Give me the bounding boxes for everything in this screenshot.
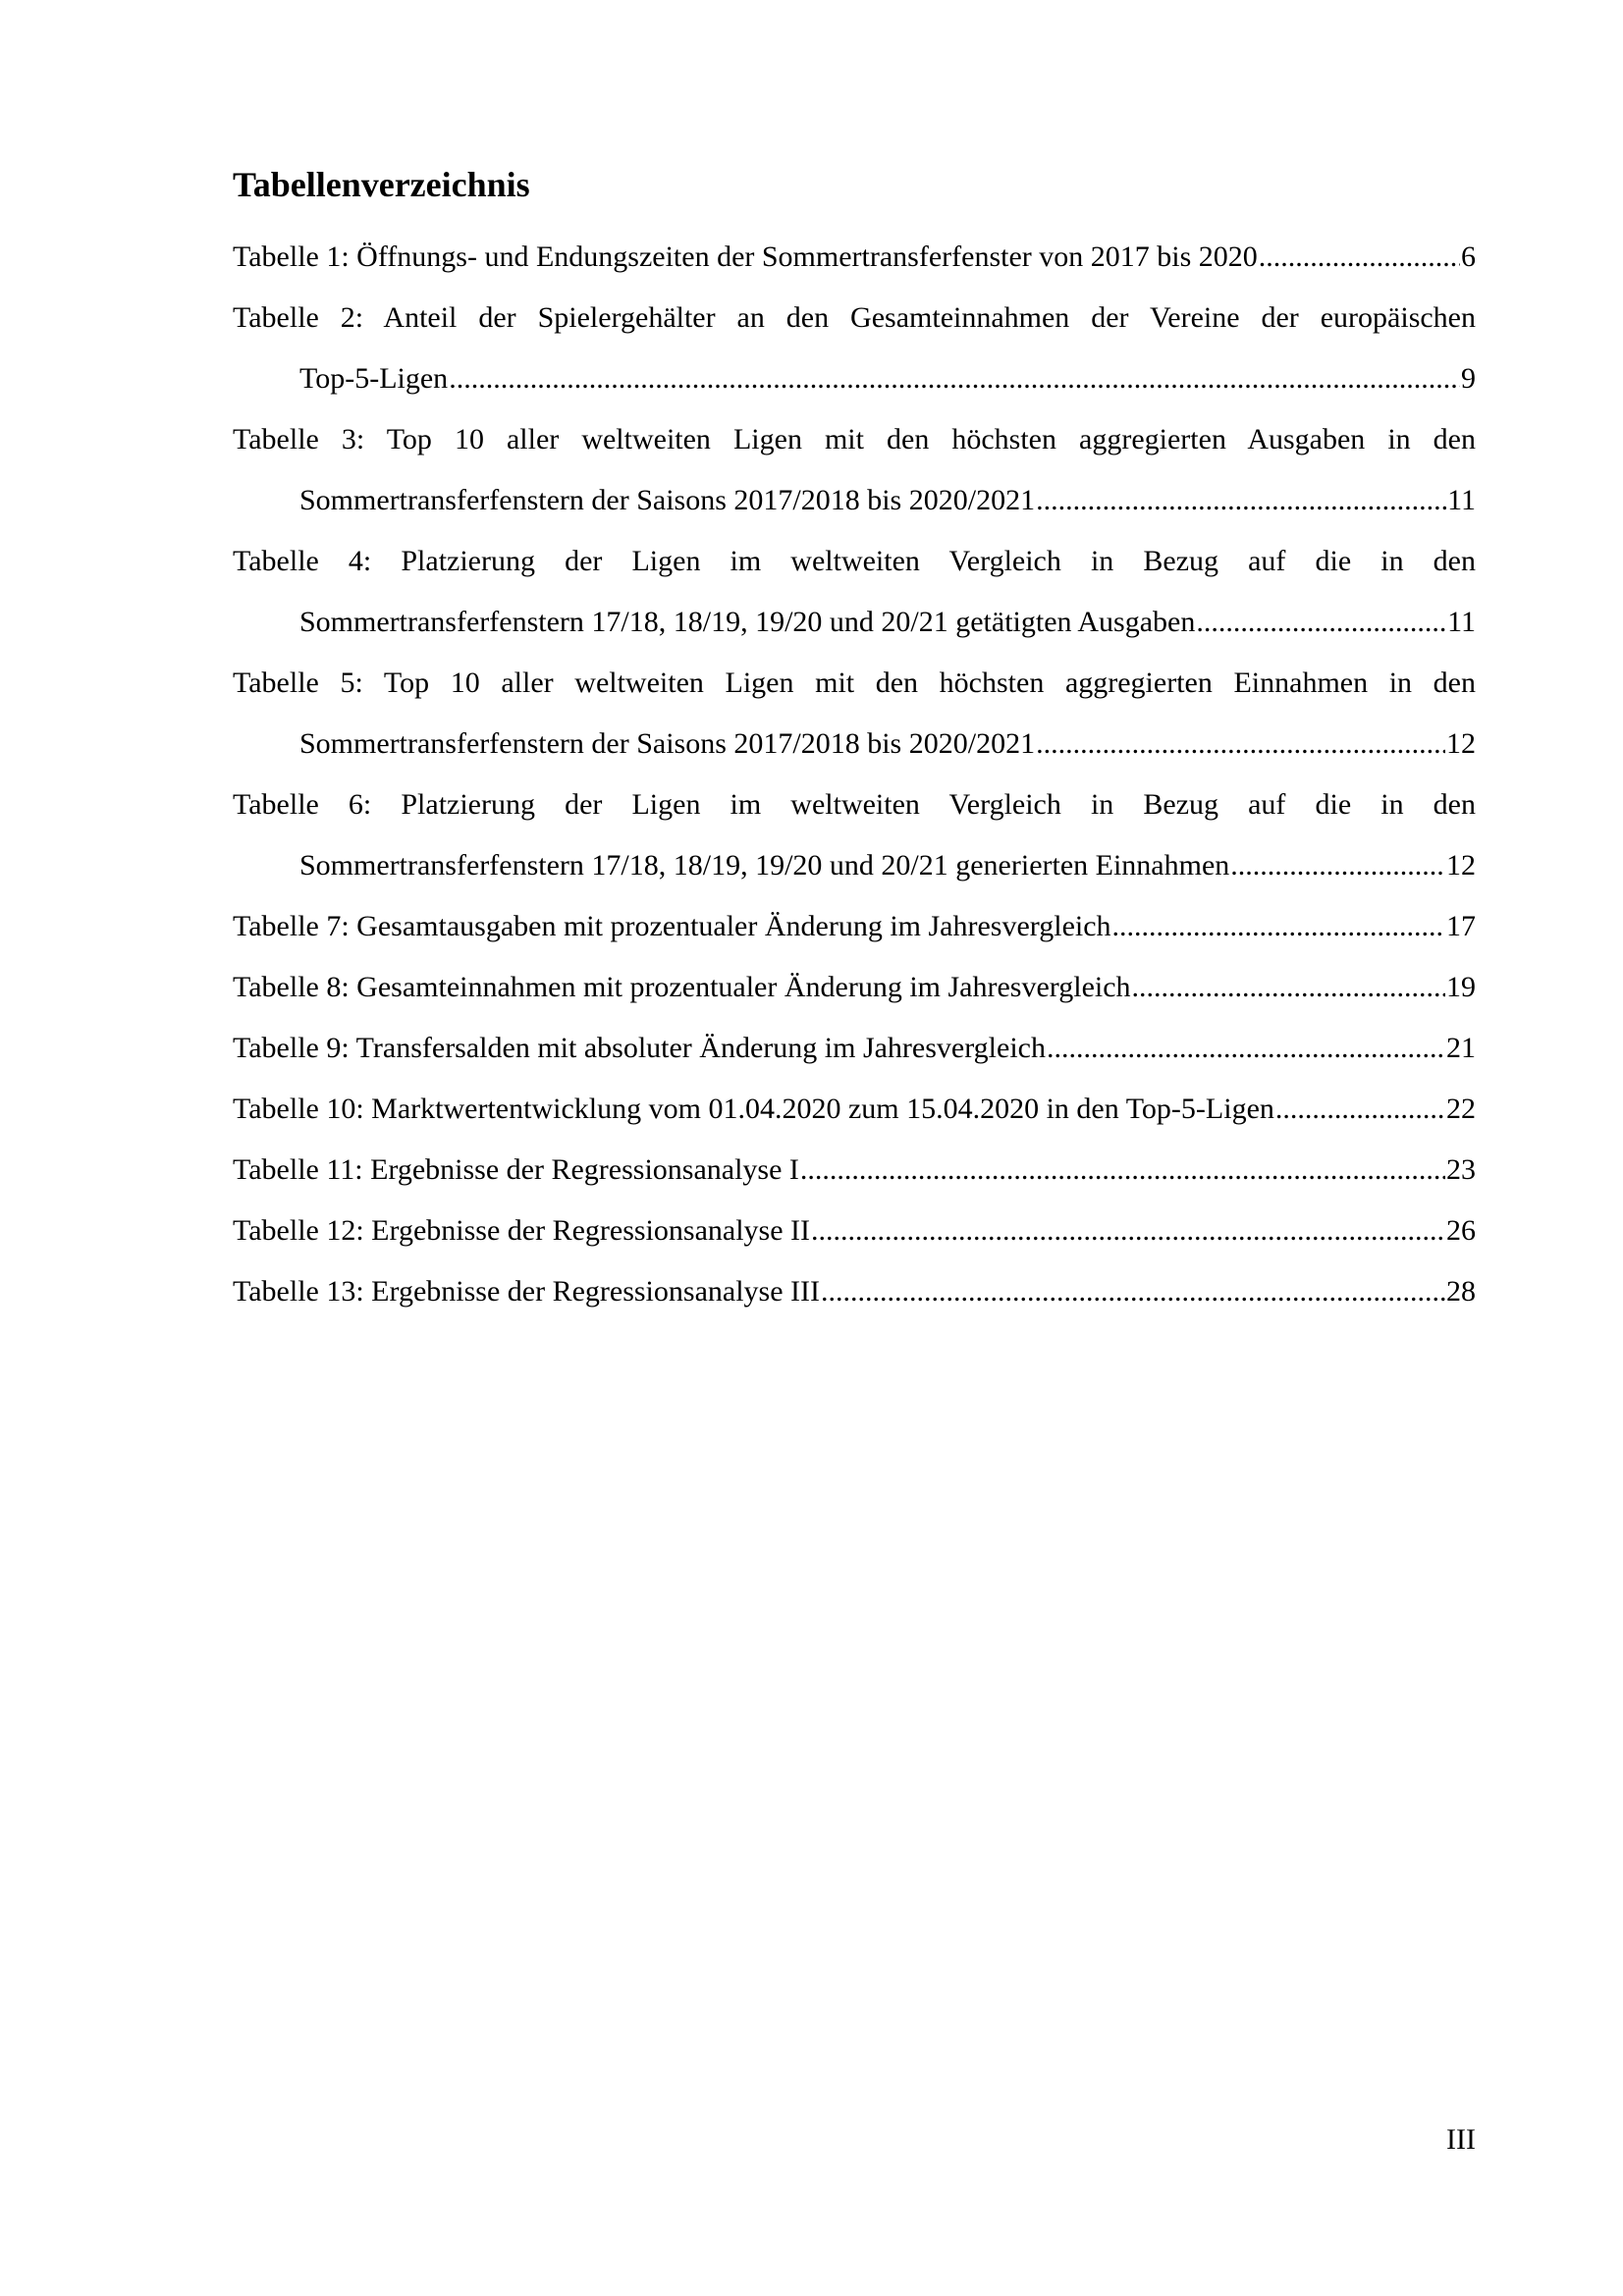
toc-entry-7[interactable] xyxy=(233,896,1476,957)
toc-line xyxy=(233,653,1476,714)
toc-entry-10[interactable] xyxy=(233,1079,1476,1140)
dot-leader xyxy=(800,1140,1445,1201)
toc-page-number: 28 xyxy=(1446,1275,1476,1308)
dot-leader xyxy=(1196,592,1446,653)
dot-leader xyxy=(1259,227,1460,288)
toc-line xyxy=(233,470,1476,531)
toc-entry-text: Tabelle 12: Ergebnisse der Regressionsanalyse II xyxy=(233,1214,811,1247)
toc-entry-text: Top-5-Ligen xyxy=(299,362,449,395)
toc-entry-8[interactable] xyxy=(233,957,1476,1018)
toc-entry-text: Tabelle 11: Ergebnisse der Regressionsanalyse I xyxy=(233,1153,799,1186)
toc-page-number: 12 xyxy=(1446,727,1476,760)
toc-entry-3[interactable] xyxy=(233,409,1476,531)
toc-line xyxy=(233,531,1476,592)
dot-leader xyxy=(1112,896,1445,957)
toc-entry-text: Tabelle 4: Platzierung der Ligen im weltweiten Vergleich in Bezug auf die in den xyxy=(233,545,1476,577)
toc-entry-text: Tabelle 1: Öffnungs- und Endungszeiten der Sommertransferfenster von 2017 bis 2020 xyxy=(233,240,1258,273)
toc-entry-text: Tabelle 13: Ergebnisse der Regressionsanalyse III xyxy=(233,1275,820,1308)
toc-line xyxy=(233,288,1476,348)
toc-line xyxy=(233,348,1476,409)
toc-line xyxy=(233,774,1476,835)
toc-entry-13[interactable] xyxy=(233,1261,1476,1322)
toc-page-number: 22 xyxy=(1446,1093,1476,1125)
toc-line xyxy=(233,227,1476,288)
toc-entry-4[interactable] xyxy=(233,531,1476,653)
dot-leader xyxy=(1047,1018,1445,1079)
toc-page-number: 21 xyxy=(1446,1032,1476,1064)
toc-entry-text: Tabelle 9: Transfersalden mit absoluter Änderung im Jahresvergleich xyxy=(233,1032,1046,1064)
dot-leader xyxy=(1230,835,1445,896)
toc-entry-1[interactable] xyxy=(233,227,1476,288)
dot-leader xyxy=(1132,957,1445,1018)
toc-entry-text: Sommertransferfenstern 17/18, 18/19, 19/20 und 20/21 getätigten Ausgaben xyxy=(299,606,1196,638)
toc-page-number: 11 xyxy=(1447,606,1476,638)
toc-entry-text: Tabelle 5: Top 10 aller weltweiten Ligen mit den höchsten aggregierten Einnahmen in den xyxy=(233,667,1476,699)
dot-leader xyxy=(821,1261,1445,1322)
toc-page-number: 26 xyxy=(1446,1214,1476,1247)
toc-page-number: 6 xyxy=(1461,240,1476,273)
page-number: III xyxy=(1446,2123,1476,2156)
table-of-tables xyxy=(233,227,1476,1322)
toc-line xyxy=(233,835,1476,896)
toc-entry-12[interactable] xyxy=(233,1201,1476,1261)
toc-page-number: 19 xyxy=(1446,971,1476,1003)
toc-entry-text: Tabelle 8: Gesamteinnahmen mit prozentualer Änderung im Jahresvergleich xyxy=(233,971,1131,1003)
dot-leader xyxy=(1036,714,1445,774)
toc-page-number: 23 xyxy=(1446,1153,1476,1186)
toc-entry-5[interactable] xyxy=(233,653,1476,774)
toc-page-number: 12 xyxy=(1446,849,1476,881)
toc-line xyxy=(233,896,1476,957)
toc-entry-text: Sommertransferfenstern der Saisons 2017/2018 bis 2020/2021 xyxy=(299,484,1036,516)
toc-entry-text: Sommertransferfenstern 17/18, 18/19, 19/20 und 20/21 generierten Einnahmen xyxy=(299,849,1230,881)
toc-entry-text: Tabelle 6: Platzierung der Ligen im weltweiten Vergleich in Bezug auf die in den xyxy=(233,788,1476,821)
dot-leader xyxy=(1275,1079,1445,1140)
toc-entry-6[interactable] xyxy=(233,774,1476,896)
dot-leader xyxy=(1036,470,1446,531)
toc-entry-text: Tabelle 2: Anteil der Spielergehälter an den Gesamteinnahmen der Vereine der europäischen xyxy=(233,301,1476,334)
toc-line xyxy=(233,592,1476,653)
page-title: Tabellenverzeichnis xyxy=(233,165,530,204)
toc-line xyxy=(233,957,1476,1018)
toc-line xyxy=(233,1079,1476,1140)
toc-entry-text: Tabelle 7: Gesamtausgaben mit prozentualer Änderung im Jahresvergleich xyxy=(233,910,1111,942)
toc-line xyxy=(233,409,1476,470)
toc-entry-11[interactable] xyxy=(233,1140,1476,1201)
toc-page-number: 9 xyxy=(1461,362,1476,395)
toc-line xyxy=(233,1201,1476,1261)
toc-line xyxy=(233,1018,1476,1079)
toc-entry-text: Tabelle 3: Top 10 aller weltweiten Ligen mit den höchsten aggregierten Ausgaben in den xyxy=(233,423,1476,455)
toc-page-number: 11 xyxy=(1447,484,1476,516)
toc-line xyxy=(233,1140,1476,1201)
toc-line xyxy=(233,714,1476,774)
toc-entry-2[interactable] xyxy=(233,288,1476,409)
toc-page-number: 17 xyxy=(1446,910,1476,942)
dot-leader xyxy=(449,348,1460,409)
toc-line xyxy=(233,1261,1476,1322)
toc-entry-9[interactable] xyxy=(233,1018,1476,1079)
dot-leader xyxy=(811,1201,1445,1261)
toc-entry-text: Sommertransferfenstern der Saisons 2017/2018 bis 2020/2021 xyxy=(299,727,1036,760)
toc-entry-text: Tabelle 10: Marktwertentwicklung vom 01.04.2020 zum 15.04.2020 in den Top-5-Ligen xyxy=(233,1093,1274,1125)
